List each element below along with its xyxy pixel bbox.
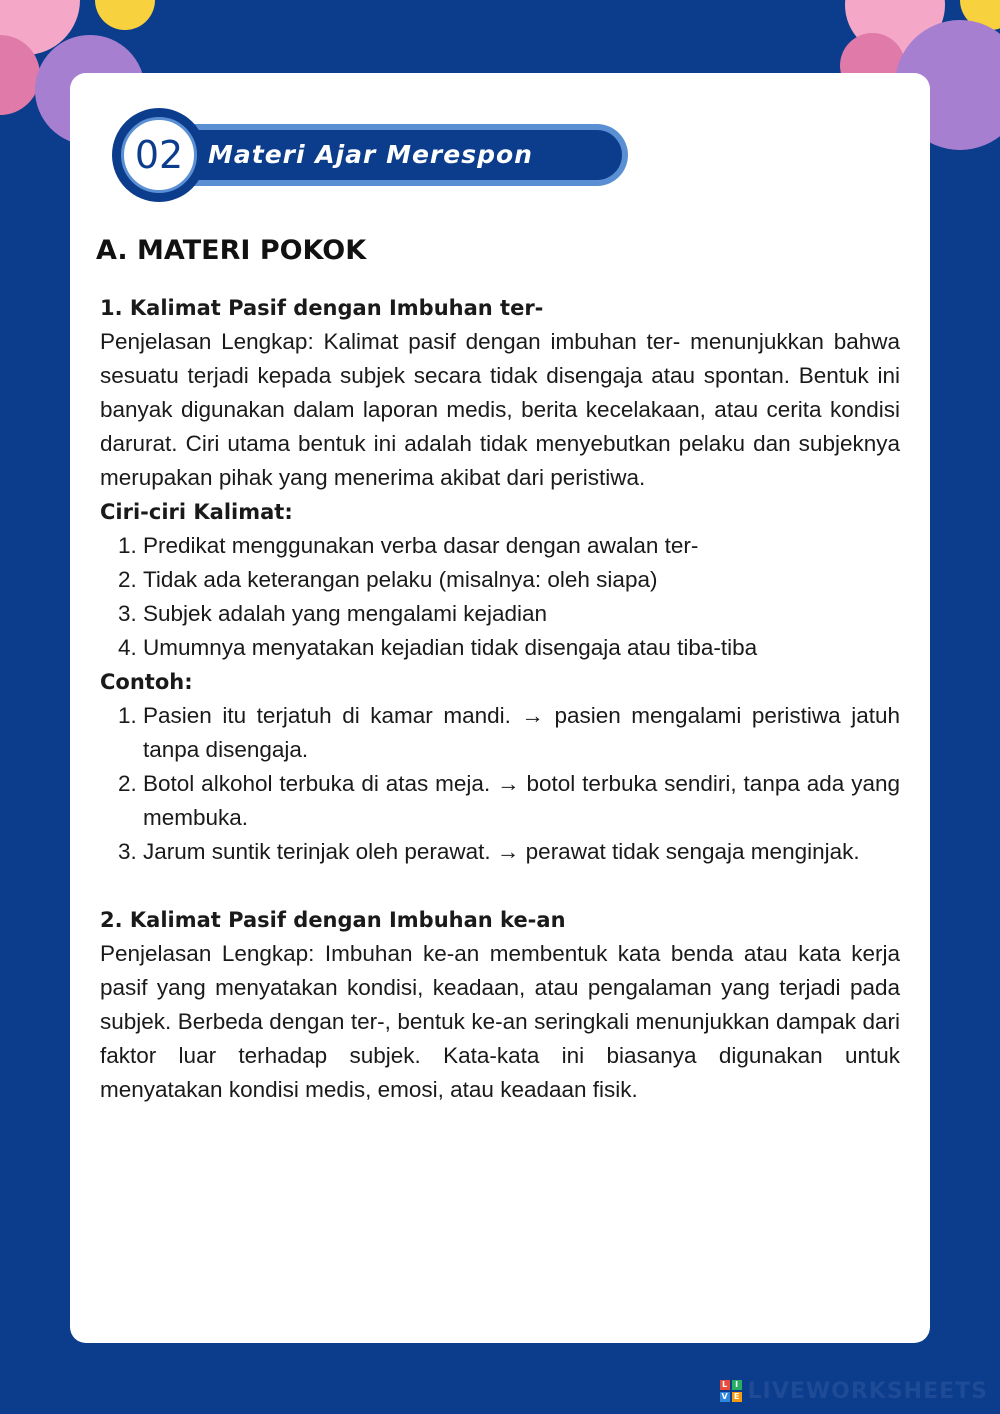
document-body: [96, 233, 900, 1107]
list-item: 2. Tidak ada keterangan pelaku (misalnya: oleh siapa): [143, 563, 900, 597]
traits-heading: Ciri-ciri Kalimat:: [100, 500, 293, 524]
logo-letter: I: [732, 1380, 742, 1390]
logo-letter: V: [721, 1392, 728, 1401]
list-item: 1. Pasien itu terjatuh di kamar mandi. → pasien mengalami peristiwa jatuh tanpa disengaja.: [143, 699, 900, 767]
examples-list: [100, 699, 900, 869]
watermark: [720, 1378, 988, 1404]
badge-label: Materi Ajar Merespon Kaidah: [208, 140, 533, 219]
logo-letter: L: [720, 1380, 730, 1390]
part2-explanation: Penjelasan Lengkap: Imbuhan ke-an membentuk kata benda atau kata kerja pasif yang menyatakan kondisi, keadaan, atau pengalaman yang terjadi pada subjek. Berbeda dengan ter-, bentuk ke-an seringkali menunjukkan dampak dari faktor luar terhadap subjek. Kata-kata ini biasanya digunakan untuk menyatakan kondisi medis, emosi, atau keadaan fisik.: [100, 941, 900, 1102]
content-card: [70, 73, 930, 1343]
spacer: [100, 869, 900, 903]
decor-circle-yellow-left: [95, 0, 155, 30]
watermark-text: LIVEWORKSHEETS: [747, 1378, 988, 1404]
list-item: 4. Umumnya menyatakan kejadian tidak disengaja atau tiba-tiba: [143, 631, 900, 665]
watermark-logo-icon: [720, 1380, 742, 1402]
list-item: 1. Predikat menggunakan verba dasar dengan awalan ter-: [143, 529, 900, 563]
logo-letter: E: [732, 1392, 742, 1402]
examples-heading: Contoh:: [100, 670, 193, 694]
part1-explanation: Penjelasan Lengkap: Kalimat pasif dengan imbuhan ter- menunjukkan bahwa sesuatu terjadi kepada subjek secara tidak disengaja atau spontan. Bentuk ini banyak digunakan dalam laporan medis, berita kecelakaan, atau cerita kondisi darurat. Ciri utama bentuk ini adalah tidak menyebutkan pelaku dan subjeknya merupakan pihak yang menerima akibat dari peristiwa.: [100, 329, 900, 490]
traits-list: [100, 529, 900, 665]
part1-heading: 1. Kalimat Pasif dengan Imbuhan ter-: [100, 296, 544, 320]
badge-number: 02: [134, 133, 184, 177]
chapter-badge: [112, 121, 628, 219]
list-item: 3. Subjek adalah yang mengalami kejadian: [143, 597, 900, 631]
part2-heading: 2. Kalimat Pasif dengan Imbuhan ke-an: [100, 908, 566, 932]
section-title: A. MATERI POKOK: [96, 235, 367, 266]
list-item: 2. Botol alkohol terbuka di atas meja. → botol terbuka sendiri, tanpa ada yang membuka.: [143, 767, 900, 835]
list-item: 3. Jarum suntik terinjak oleh perawat. → perawat tidak sengaja menginjak.: [143, 835, 900, 869]
